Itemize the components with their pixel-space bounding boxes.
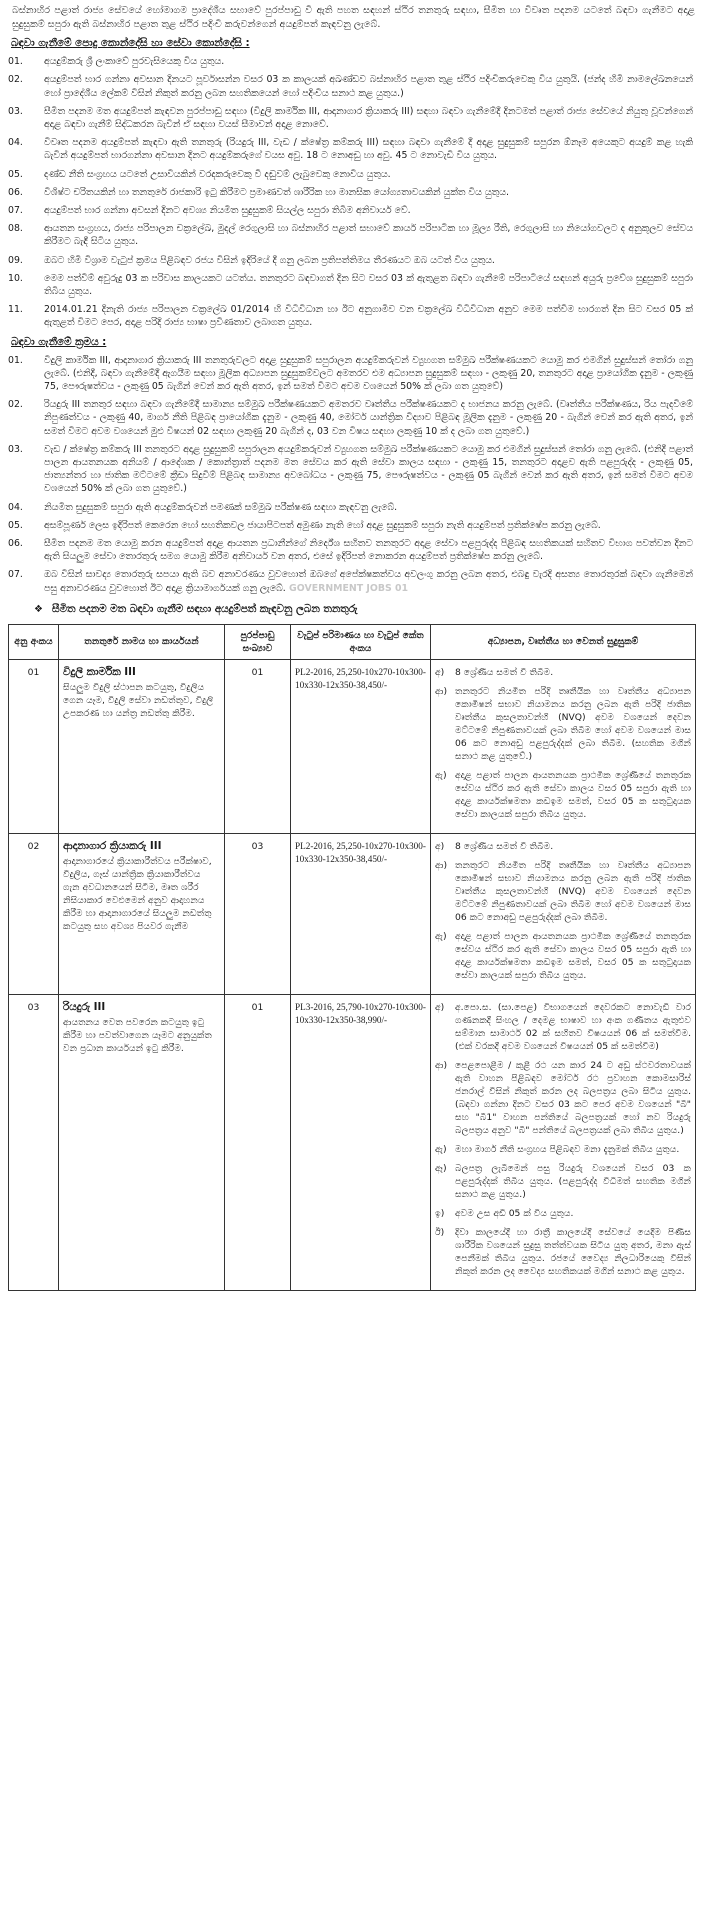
qualification-mark: ආ): [435, 1059, 448, 1071]
qualification-text: 8 ශ්‍රේණිය සමත් වී තිබීම.: [455, 666, 554, 678]
qualification-mark: අ): [435, 840, 445, 852]
posts-table-body: [9, 659, 696, 1290]
general-conditions-title: බඳවා ගැනීමේ පොදු කොන්දේසි හා සේවා කොන්දේසි :: [11, 37, 250, 50]
method-item-number: 03.: [8, 443, 23, 455]
qualification-text: බලපත්‍ර ලැබීමෙන් පසු රියදුරු වශයෙන් වසර 03 ක පළපුරුද්දක් තිබිය යුතුය. (පළපුරුද්ද විධිමත් සහතික මගින් සනාථ කළ යුතුය.): [455, 1162, 691, 1200]
post-duties: ආයතනය වෙත පවරෙන කටයුතු ඉටු කිරීම හා පවත්වාගෙන යෑමට අනුයුක්ත වන ප්‍රධාන කාර්යයන් ඉටු කිරීම.: [63, 1016, 212, 1054]
general-condition-item: [8, 105, 695, 131]
qualification-list: [435, 1001, 691, 1278]
list-item: [435, 666, 691, 679]
general-condition-item-text: මෙම පත්වීම් අවුරුදු 03 ක පරිවාස කාලයකට යටත්ය. තනතුරට බඳවාගත් දින සිට වසර 03 ක් ඇතුළත බඳවා ගැනීමේ පරිපාටියේ සඳහන් අයුරු ප්‍රවේශ සුදුසුකම් සපුරා තිබිය යුතුය.: [44, 272, 693, 298]
post-duties: ආදානාගාරයේ ක්‍රියාකාරීත්වය පරීක්ෂාව, විදුලිය, ගෑස් යාන්ත්‍රික ක්‍රියාකාරීත්වය ගැන අවධානයෙන් සිටීම, මෘත ශරීර නිසියාකාර වෙළුමෙන් අනුව ආදාහනය කිරීම හා ආදානාගාරයේ සියලුම නඩත්තු කටයුතු සහ අවශ්‍ය පියවර ගැනීම: [63, 855, 212, 932]
qualification-text: මහා මාර්ග නීති සංග්‍රහය පිළිබඳව මනා දැනුමක් තිබිය යුතුය.: [455, 1143, 680, 1155]
list-item: [435, 859, 691, 924]
header-number: අනු අංකය: [9, 624, 59, 659]
post-number: 01: [9, 659, 59, 833]
qualification-mark: ඇ): [435, 1143, 447, 1155]
general-condition-item-number: 01.: [8, 56, 23, 68]
list-item: [435, 1001, 691, 1053]
post-title: ආදානාගාර ක්‍රියාකරු III: [63, 839, 162, 852]
post-vacancies: 01: [225, 994, 291, 1290]
general-condition-item-number: 09.: [8, 254, 23, 266]
table-row: [9, 833, 696, 994]
intro-paragraph: බස්නාහිර පළාත් රාජ්‍ය සේවයේ හෝමාගම ප්‍රාදේශීය සභාවේ පුරප්පාඩු වී ඇති පහත සඳහන් ස්ථිර තනතුරු සඳහා, සීමිත හා විවෘත පදනම යටතේ බඳවා ගැනීමට අදාළ සුදුසුකම් සපුරා ඇති බස්නාහිර පළාත තුළ ස්ථිර පදිංචි කරුවන්ගෙන් අයදුම්පත් කැඳවනු ලැබේ.: [12, 5, 695, 30]
posts-table-header: [9, 624, 696, 659]
list-item: [435, 1207, 691, 1220]
general-condition-item-number: 02.: [8, 74, 23, 86]
post-salary: PL2-2016, 25,250-10x270-10x300-10x330-12x350-38,450/-: [291, 833, 431, 994]
general-condition-item: [8, 136, 695, 162]
qualification-text: 8 ශ්‍රේණිය සමත් වී තිබීම.: [455, 840, 554, 852]
post-qualifications-cell: [431, 659, 696, 833]
table-row: [9, 659, 696, 833]
recruitment-method-title: බඳවා ගැනීමේ ක්‍රමය :: [11, 335, 107, 348]
qualification-text: අදාළ පළාත් පාලන ආයතනයක ප්‍රාථමික ශ්‍රේණියේ තනතුරක සේවය ස්ථිර කර ඇති සේවා කාලය වසර 05 සපුරා ඇති හා අදාළ කාර්යක්ෂමතා කඩඉම සමත්, වසර 05 ක සතුටුදායක සේවා කාලයක් සපුරා තිබිය යුතුය.: [455, 930, 691, 981]
general-condition-item: [8, 272, 695, 298]
method-item-text: රියදුරු III තනතුර සඳහා බඳවා ගැනීමේදී සාමාන්‍ය සම්මුඛ පරීක්ෂණයකට අමතරව වෘත්තීය පරීක්ෂණයකට ද භාජනය කරනු ලැබේ. (වෘත්තීය පරීක්ෂණය, රිය පැදවීමේ නිපුණත්වය - ලකුණු 40, මාර්ග නීති පිළිබඳ ප්‍රායෝගික දැනුම - ලකුණු 40, මෝටර් යාන්ත්‍රික විද්‍යාව පිළිබඳ මූලික දැනුම - ලකුණු 20 - බැගින් වෙන් කර ඇති අතර, ඉන් සමත් වීමට අවම වශයෙන් මුළු විෂයන් 02 සඳහා ලකුණු 20 බැගින් ද, 03 වන විෂය සඳහා ලකුණු 10 ක් ද ලබා ගත යුතුවේ.): [44, 399, 693, 437]
general-condition-item: [8, 168, 695, 181]
method-item-number: 07.: [8, 569, 23, 581]
post-name-cell: [59, 659, 225, 833]
general-condition-item-text: සීමිත පදනම මත අයදුම්පත් කැඳවන පුරප්පාඩු සඳහා (විදුලි කාර්මික III, ආදානාගාර ක්‍රියාකරු III) සඳහා බඳවා ගැනීමේදී දිනටමත් පළාත් රාජ්‍ය සේවයේ නියුතු වූවන්ගෙන් අදාළ බඳවා ගැනීම් සිද්ධකරන බැවින් ඒ සඳහා වයස් සීමාවන් අදාළ නොවේ.: [44, 105, 693, 130]
qualification-text: අදාළ පළාත් පාලන ආයතනයක ප්‍රාථමික ශ්‍රේණියේ තනතුරක සේවය ස්ථිර කර ඇති සේවා කාලය වසර 05 සපුරා ඇති හා අදාළ කාර්යක්ෂමතා කඩඉම සමත්, වසර 05 ක සතුටුදායක සේවා කාලයක් සපුරා තිබිය යුතුය.: [455, 769, 691, 820]
diamond-bullet-icon: ❖: [34, 603, 43, 615]
general-condition-item-number: 07.: [8, 205, 23, 217]
list-item: [435, 930, 691, 982]
general-condition-item-number: 10.: [8, 272, 23, 284]
posts-table: [8, 624, 696, 1291]
general-condition-item-number: 05.: [8, 168, 23, 180]
method-item-number: 05.: [8, 519, 23, 531]
general-condition-item-text: විශිෂ්ට චරිතයකින් හා තනතුරේ රාජකාරි ඉටු කිරීමට ප්‍රමාණවත් ශාරීරික හා මානසික යෝග්‍යතාවයකින් යුක්ත විය යුතුය.: [44, 186, 509, 198]
post-qualifications-cell: [431, 994, 696, 1290]
post-duties: සියලුම විදුලි ස්ථාපන කටයුතු, විදුලිය ගෙන යෑම, විදුලි සේවා නඩත්තුව, විදුලි උපකරණ හා යන්ත්‍ර නඩත්තු කිරීම.: [63, 681, 214, 719]
general-condition-item-number: 04.: [8, 137, 23, 149]
qualification-mark: ඉ): [435, 1207, 445, 1219]
header-post: තනතුරේ නාමය හා කාර්යයන්: [59, 624, 225, 659]
general-condition-item-text: අයදුම්පත් භාර ගන්නා අවසන් දිනට අවශ්‍ය නියමිත සුදුසුකම් සියල්ල සපුරා තිබීම අනිවාර්ය වේ.: [44, 205, 411, 217]
general-condition-item: [8, 186, 695, 199]
post-number: 02: [9, 833, 59, 994]
general-condition-item: [8, 303, 695, 329]
post-name-cell: [59, 994, 225, 1290]
header-qualifications: අධ්‍යාපන, වෘත්තීය හා වෙනත් සුදුසුකම්: [431, 624, 696, 659]
general-condition-item-text: අයදුම්පත් භාර ගන්නා අවසාන දිනයට පූර්වාසන්න වසර 03 ක කාලයක් අඛණ්ඩව බස්නාහිර පළාත තුළ ස්ථිර පදිංචිකරුවෙකු විය යුතුයි. (ජන්ද හිමි නාමලේඛනයෙන් හෝ ප්‍රාදේශීය ලේකම් විසින් නිකුත් කරනු ලබන සහතිකයෙන් හෝ පදිංචිය සනාථ කළ යුතුය.): [44, 74, 693, 99]
general-condition-item-number: 06.: [8, 186, 23, 198]
general-condition-item-number: 03.: [8, 105, 23, 117]
qualification-text: දිවා කාලයේදී හා රාත්‍රී කාලයේදී සේවයේ යෙදීම පිණිස ශාරීරික වශයෙන් සුදුසු තත්ත්වයක සිටිය යුතු අතර, මනා ඇස් පෙනීමක් තිබිය යුතුය. රජයේ වෛද්‍ය නිලධාරියෙකු විසින් නිකුත් කරන ලද වෛද්‍ය සහතිකයක් මගින් සනාථ කළ යුතුය.: [455, 1226, 691, 1277]
post-title: රියදුරු III: [63, 1000, 106, 1013]
list-item: [435, 1059, 691, 1137]
method-item-text: ඔබ විසින් සාවද්‍ය තොරතුරු සපයා ඇති බව අනාවරණය වුවහොත් ඔබගේ අපේක්ෂකත්වය අවලංගු කරනු ලබන අතර, එබඳු වැරදි අසත්‍ය තොරතුරක් බඳවා ගැනීමෙන් පසු අනාවරණය වුවහොත් ඊට අදාළ ක්‍රියාමාර්ගයක් ගනු ලැබේ. GOVERNMENT JOBS 01: [44, 569, 693, 594]
list-item: [435, 769, 691, 821]
general-condition-item-text: ආයතන සංග්‍රහය, රාජ්‍ය පරිපාලන චක්‍රලේඛ, මුදල් රෙගුලාසි හා බස්නාහිර පළාත් සභාවේ කාර්ය පරිපාටික හා මූල්‍ය රීති, රෙගුලාසි හා නියෝගවලට ද අනුකූලව සේවය කිරීමට බැඳී සිටිය යුතුය.: [44, 223, 693, 248]
general-condition-item-number: 11.: [8, 304, 23, 316]
method-item-number: 02.: [8, 399, 23, 411]
method-item: [8, 501, 695, 514]
qualification-text: පෙළපොළීම / කුළී රථ යන කාර 24 ට අඩු ස්ථවරතාවයක් ඇති වාහන පිළිබඳව මෝටර් රථ ප්‍රවාහන කොමසාරිස් ජනරාල් විසින් නිකුත් කරන ලද බලපත්‍රය ලබා සිටිය යුතුය. (බඳවා ගන්නා දිනට වසර 03 කට පෙර අවම වශයෙන් "බී" සහ "බී1" වාහන පන්තියේ බලපත්‍රයක් හෝ නව රියදුරු බලපත්‍රය අනුව "බී" පන්තියේ බලපත්‍රයක් ලබා තිබිය යුතුය.): [455, 1059, 691, 1136]
table-row: [9, 994, 696, 1290]
qualification-list: [435, 666, 691, 821]
general-condition-item-text: අයදුම්කරු ශ්‍රී ලංකාවේ පුරවැසියෙකු විය යුතුය.: [44, 56, 225, 68]
post-salary: PL2-2016, 25,250-10x270-10x300-10x330-12x350-38,450/-: [291, 659, 431, 833]
general-condition-item-text: විවෘත පදනම අයදුම්පත් කැඳවා ඇති තනතුරු (රියදුරු III, වැඩ / ක්ෂේත්‍ර කම්කරු III) සඳහා බඳවා ගැනීමේ දී අදාළ සුදුසුකම් සපුරන ඕනෑම අයෙකුට අයදුම් කළ හැකි බැවින් අයදුම්පත් භාරගන්නා අවසාන දිනට අයදුම්කරුගේ වයස අවු. 18 ට නොඅඩු හා අවු. 45 ට නොවැඩි විය යුතුය.: [44, 137, 693, 162]
method-item-number: 06.: [8, 538, 23, 550]
list-item: [435, 1226, 691, 1278]
method-item: [8, 568, 695, 594]
qualification-text: අවම උස අඩි 05 ක් විය යුතුය.: [455, 1207, 574, 1219]
method-item-text: සීමිත පදනම මත යොමු කරන අයදුම්පත් අදාළ ආයතන ප්‍රධානීන්ගේ නිර්දේශ සහිතව තනතුරට අදාළ සේවා පළපුරුද්ද පිළිබඳ සහතිකයක් සහිතව විභාග පවත්වන දිනට ඇති සියලුම සේවා තොරතුරු සමග යොමු කිරීම අනිවාර්ය වන අතර, එසේ ඉදිරිපත් නොකරන අයදුම්පත් ප්‍රතික්ෂේප කරනු ලැබේ.: [44, 538, 693, 563]
qualification-mark: ඈ): [435, 1162, 447, 1174]
method-item-number: 01.: [8, 354, 23, 366]
general-condition-item-text: දණ්ඩ නීති සංග්‍රහය යටතේ උසාවියකින් වරදකරුවෙකු වී දඬුවම් ලැබුවෙකු නොවිය යුතුය.: [44, 168, 391, 180]
method-item-text: නියමිත සුදුසුකම් සපුරා ඇති අයදුම්කරුවන් පමණක් සම්මුඛ පරීක්ෂණ සඳහා කැඳවනු ලැබේ.: [44, 501, 398, 513]
qualification-mark: ඇ): [435, 930, 447, 942]
post-salary: PL3-2016, 25,790-10x270-10x300-10x330-12x350-38,990/-: [291, 994, 431, 1290]
qualification-text: අ.පො.ස. (සා.පෙළ) විභාගයෙන් දෙවරකට නොවැඩි වාර ගණනකදී සිංහල / දෙමළ භාෂාව හා අංක ගණිතය ඇතුළුව සම්මාන සාමාර්ථ 02 ක් සහිතව විෂයයන් 06 ක් සමත්වීම. (එක් වරකදී අවම වශයෙන් විෂයයන් 05 ක් සමත්වීම): [455, 1001, 691, 1052]
method-item: [8, 519, 695, 532]
list-item: [435, 840, 691, 853]
qualification-mark: ආ): [435, 685, 448, 697]
posts-section-heading: [34, 603, 695, 616]
header-salary: වැටුප් පරිමාණය හා වැටුප් කේත අංකය: [291, 624, 431, 659]
qualification-mark: ආ): [435, 859, 448, 871]
qualification-mark: අ): [435, 1001, 445, 1013]
method-item: [8, 398, 695, 438]
qualification-mark: අ): [435, 666, 445, 678]
method-item-text: වැඩ / ක්ෂේත්‍ර කම්කරු III තනතුරට අදාළ සුදුසුකම් සපුරාලන අයදුම්කරුවන් ව්‍යුහගත සම්මුඛ පරීක්ෂණයකට යොමු කර එමගින් සුදුස්සන් තෝරා ගනු ලැබේ. (එනිදී පළාත් පාලන ආයතනයක අනියම් / ආදේශක / කොන්ත්‍රාත් පදනම මත සේවය කර ඇති සේවා කාලය සඳහා - ලකුණු 15, තනතුරට අදාළව ඇති පළපුරුද්ද - ලකුණු 05, ජාත්‍යන්තර හා ජාතික මට්ටමේ ක්‍රීඩා සිදුවීම් පිළිබඳ සාමාන්‍ය අවබෝධය - ලකුණු 75, පෞරුෂත්වය - ලකුණු 05 බැගින් වෙන් කර ඇති අතර, ඉන් සමත් වීමට අවම වශයෙන් 50% ක් ලබා ගත යුතුවේ.): [44, 443, 693, 495]
post-name-cell: [59, 833, 225, 994]
post-vacancies: 03: [225, 833, 291, 994]
qualification-mark: ඊ): [435, 1226, 445, 1238]
qualification-text: තනතුරට නියමිත පරිදි තෘතීයික හා වෘත්තීය අධ්‍යාපන කොමිෂන් සභාව නියාමනය කරනු ලබන ඇති පරිදි ජාතික වෘත්තීය කුසලතාවන්හි (NVQ) අවම වශයෙන් දෙවන මට්ටමේ නිපුණතාවයක් ලබා තිබීම හෝ අවම වශයෙන් මාස 06 කට නොඅඩු පළපුරුද්දක් ලබා තිබීම.: [455, 859, 691, 923]
general-condition-item: [8, 254, 695, 267]
watermark-text: GOVERNMENT JOBS 01: [285, 582, 409, 594]
qualification-list: [435, 840, 691, 982]
method-item: [8, 354, 695, 394]
method-item-text: විදුලි කාර්මික III, ආදානාගාර ක්‍රියාකරු III තනතුරුවලට අදාළ සුදුසුකම් සපුරාලන අයදුම්කරුවන් ව්‍යුහගත සම්මුඛ පරීක්ෂණයකට යොමු කර එමගින් සුදුස්සන් තෝරා ගනු ලැබේ. (එනිදී, බඳවා ගැනීමේදී ඇගයීම සඳහා මූලික අධ්‍යාපන සුදුසුකම්වලට අමතරව එම අධ්‍යාපන සුදුසුකම් සඳහා - ලකුණු 20, තනතුරට අදාළ ප්‍රායෝගික දැනුම - ලකුණු 75, පෞරුෂත්වය - ලකුණු 05 බැගින් වෙන් කර ඇති අතර, ඉන් සමත් වීමට අවම වශයෙන් 50% ක් ලබා ගත යුතුවේ): [44, 354, 693, 393]
general-condition-item-number: 08.: [8, 223, 23, 235]
general-condition-item-text: ඔබට හිමි විශ්‍රාම වැටුප් ක්‍රමය පිළිබඳව රජය විසින් ඉදිරියේ දී ගනු ලබන ප්‍රතිපත්තිමය තීරණයට ඔබ යටත් විය යුතුය.: [44, 254, 495, 266]
general-condition-item: [8, 73, 695, 99]
method-item-number: 04.: [8, 501, 23, 513]
method-item: [8, 443, 695, 496]
post-vacancies: 01: [225, 659, 291, 833]
posts-section-title: සීමිත පදනම මත බඳවා ගැනීම සඳහා අයදුම්පත් කැඳවනු ලබන තනතුරු: [52, 602, 358, 615]
method-item: [8, 537, 695, 563]
header-vacancies: පුරප්පාඩු සංඛ්‍යාව: [225, 624, 291, 659]
qualification-mark: ඇ): [435, 769, 447, 781]
general-conditions-list: [8, 55, 695, 329]
general-condition-item: [8, 204, 695, 217]
method-item-text: අසම්පූර්ණ ලෙස ඉදිරිපත් කෙරෙන හෝ සහතිකවල ජායාපිටපත් අමුණා නැති හෝ අදාළ සුදුසුකම් සපුරා නැති අයදුම්පත් ප්‍රතික්ෂේප කරනු ලැබේ.: [44, 519, 601, 531]
post-qualifications-cell: [431, 833, 696, 994]
general-condition-item-text: 2014.01.21 දිනැති රාජ්‍ය පරිපාලන චක්‍රලේඛ 01/2014 හි විධිවිධාන හා ඊට අනුගාමීව වන චක්‍රලේඛ විධිවිධාන අනුව මෙම පත්වීම භාරගත් දින සිට වසර 05 ක් ඇතුළත් විමට පෙර, අදාළ පරිදි රාජ්‍ය භාෂා ප්‍රවීණතාව ලබාගත යුතුය.: [44, 304, 693, 329]
post-title: විදුලි කාර්මික III: [63, 665, 136, 678]
list-item: [435, 1162, 691, 1201]
list-item: [435, 1143, 691, 1156]
recruitment-method-list: [8, 354, 695, 595]
general-condition-item: [8, 222, 695, 248]
post-number: 03: [9, 994, 59, 1290]
qualification-text: තනතුරට නියමිත පරිදි තෘතීයික හා වෘත්තීය අධ්‍යාපන කොමිෂන් සභාව නියාමනය කරනු ලබන ඇති පරිදි ජාතික වෘත්තීය කුසලතාවන්හි (NVQ) අවම වශයෙන් දෙවන මට්ටමේ නිපුණතාවයක් ලබා තිබීම හෝ අවම වශයෙන් මාස 06 කට නොඅඩු පළපුරුද්දක් ලබා තිබීම. (සහතික මගින් සනාථ කළ යුතුවේ.): [455, 685, 691, 762]
list-item: [435, 685, 691, 763]
general-condition-item: [8, 55, 695, 68]
